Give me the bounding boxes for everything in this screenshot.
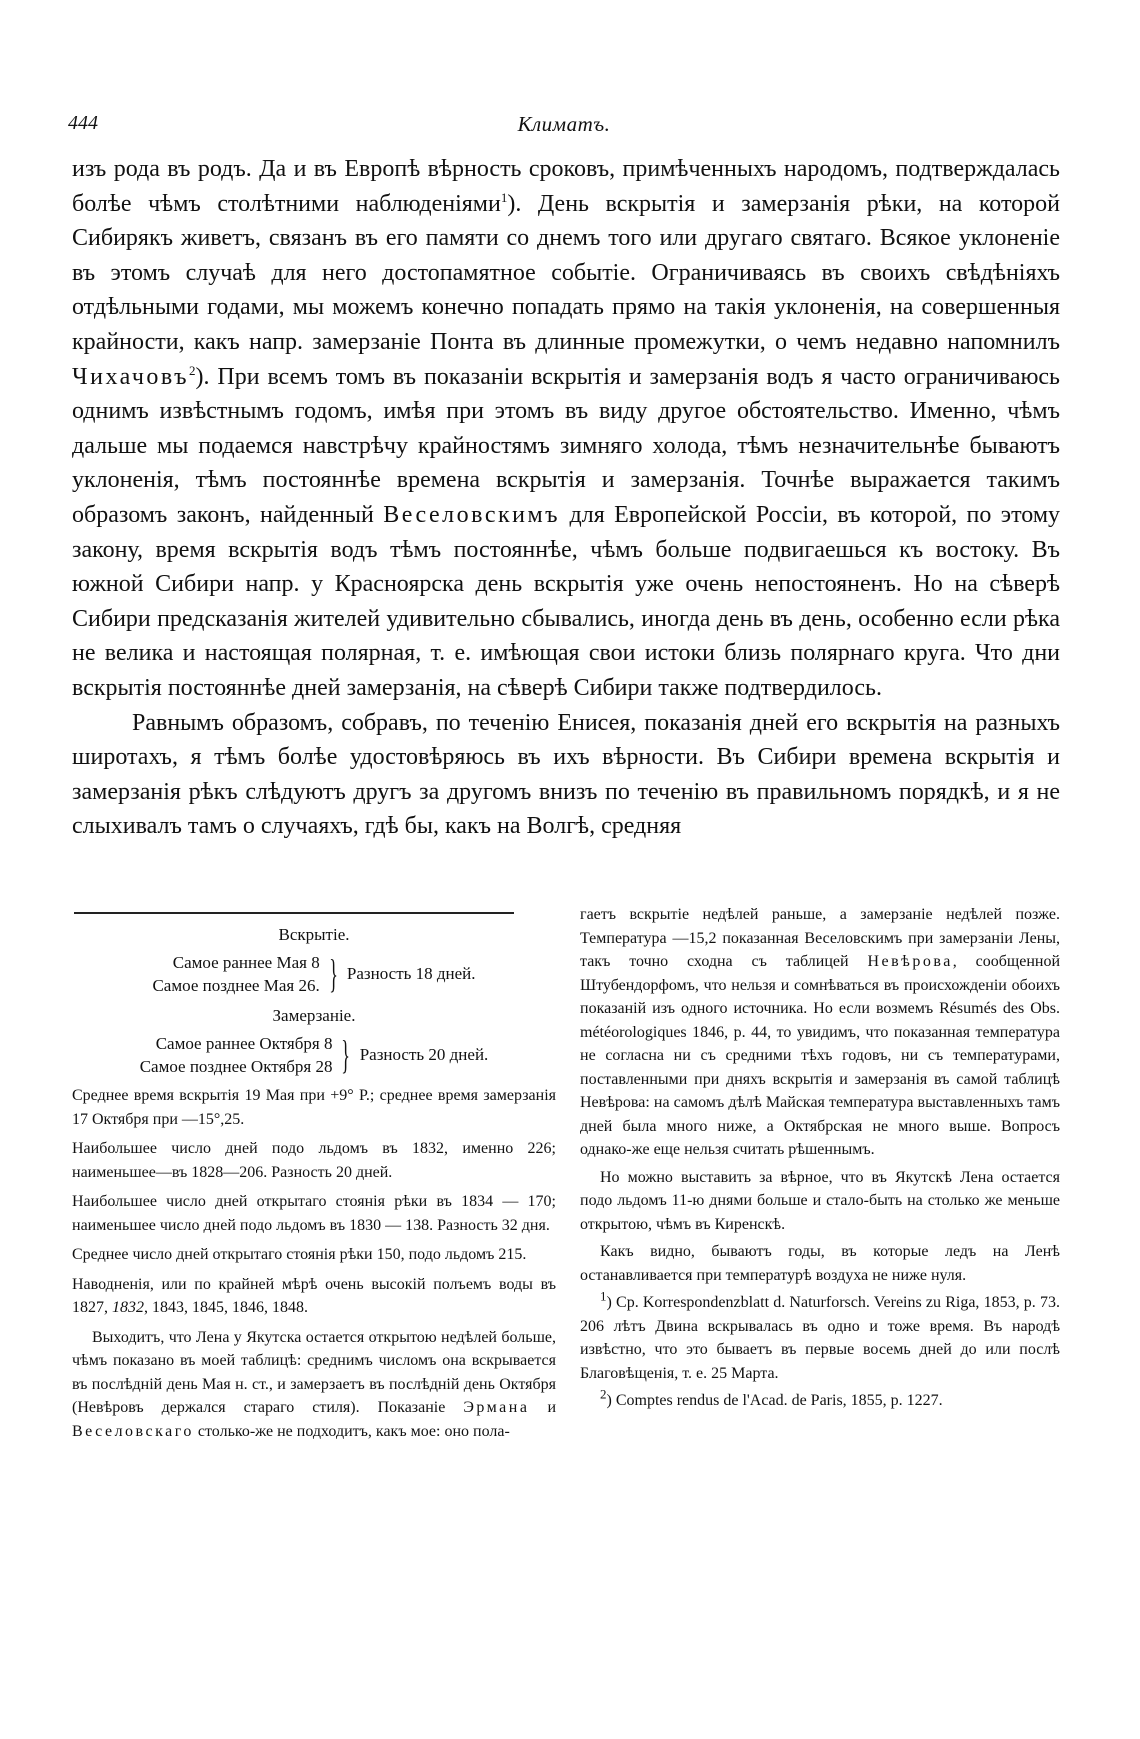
continuation-text-a: гаетъ вскрытіе недѣлей раньше, а замерзаніе недѣлей позже. Температура —15,2 показанная Веселовскимъ при замерзаніи Лены, такъ точно сходна съ таблицей bbox=[580, 906, 1060, 970]
floods-year-italic: 1832 bbox=[112, 1299, 144, 1316]
paragraph-1 bbox=[72, 152, 1060, 706]
p1-text-d: для Европейской Россіи, въ которой, по этому закону, время вскрытія водъ тѣмъ постояннѣе, чѣмъ больше подвигаешься къ востоку. Въ южной Сибири напр. у Красноярска день вскрытія уже очень непостояненъ. Но на сѣверѣ Сибири предсказанія жителей удивительно сбывались, иногда день въ день, особенно если рѣка не велика и настоящая полярная, т. е. имѣющая свои истоки близь полярнаго круга. Что дни вскрытія постояннѣе дней замерзанія, на сѣверѣ Сибири также подтвердилось. bbox=[72, 501, 1061, 701]
opening-difference: Разность 18 дней. bbox=[346, 964, 476, 983]
opening-latest: Самое позднее Мая 26. bbox=[152, 976, 320, 995]
note-yakutsk-ice: Но можно выставить за вѣрное, что въ Якутскѣ Лена остается подо льдомъ 11-ю днями больше и стало-быть на столько же меньше открытою, чѣмъ въ Киренскѣ. bbox=[580, 1168, 1060, 1233]
continuation-text-b: , сообщенной Штубендорфомъ, что нельзя и сомнѣваться въ происхожденіи обоихъ показаній изъ одного источника. Но если возмемъ Résumés des Obs. météorologiques 1846, р. 44, то увидимъ, что показанная температура не согласна ни съ средними тѣхъ годовъ, ни съ температурами, поставленными при дняхъ вскрытія и замерзанія въ самой таблицѣ Невѣрова: на самомъ дѣлѣ Майская температура выставленныхъ тамъ дней была много ниже, а Октябрская не много выше. Вопросъ однако-же еще нельзя считать рѣшеннымъ. bbox=[580, 953, 1061, 1158]
footnote-1-mark: 1 bbox=[600, 1288, 607, 1304]
notes-left-column bbox=[72, 922, 556, 1449]
page-number: 444 bbox=[68, 112, 98, 134]
note-max-open-days: Наибольшее число дней открытаго стоянія рѣки въ 1834 — 170; наименьшее число дней подо льдомъ въ 1830 — 138. Разность 32 дня. bbox=[72, 1193, 556, 1234]
note-continuation bbox=[580, 903, 1060, 1162]
footnote-ref-2: 2 bbox=[189, 362, 196, 378]
author-name-veselovsky: Веселовскимъ bbox=[383, 501, 561, 528]
lena-text-a: Выходитъ, что Лена у Якутска остается открытою недѣлей больше, чѣмъ показано въ моей таблицѣ: среднимъ числомъ она вскрывается въ послѣдній день Мая н. ст., и замерзаетъ въ послѣдній день Октября (Невѣровъ держался стараго стиля). Показаніе bbox=[72, 1328, 556, 1416]
opening-heading: Вскрытіе. bbox=[278, 925, 350, 944]
opening-dates-block bbox=[72, 951, 556, 997]
p1-text-a: изъ рода въ родъ. Да и въ Европѣ вѣрность сроковъ, примѣченныхъ народомъ, подтверждалась болѣе чѣмъ столѣтними наблюденіями bbox=[72, 156, 1060, 217]
footnote-1-text: ) Ср. Korrespondenzblatt d. Naturforsch. Vereins zu Riga, 1853, р. 73. 206 лѣтъ Двина вскрывалась въ одно и тоже время. Въ народѣ извѣстно, что это бываетъ въ первые восемь дней до или послѣ Благовѣщенія, т. е. 25 Марта. bbox=[580, 1294, 1060, 1382]
note-max-ice-days: Наибольшее число дней подо льдомъ въ 1832, именно 226; наименьшее—въ 1828—206. Разность 20 дней. bbox=[72, 1140, 556, 1181]
footnote-separator bbox=[74, 912, 514, 914]
main-text bbox=[72, 152, 1060, 844]
note-mean-times: Среднее время вскрытія 19 Мая при +9° Р.; среднее время замерзанія 17 Октября при —15°,25. bbox=[72, 1087, 556, 1128]
footnote-2 bbox=[580, 1386, 1060, 1413]
note-floods bbox=[72, 1273, 556, 1320]
opening-earliest: Самое раннее Мая 8 bbox=[172, 953, 320, 972]
footnote-ref-1: 1 bbox=[500, 189, 508, 205]
brace-symbol: } bbox=[341, 1032, 351, 1077]
footnote-2-text: ) Comptes rendus de l'Acad. de Paris, 1855, р. 1227. bbox=[606, 1392, 943, 1409]
notes-right-column bbox=[580, 903, 1060, 1417]
footnote-1 bbox=[580, 1288, 1060, 1385]
footnote-2-mark: 2 bbox=[600, 1386, 607, 1402]
p1-text-c: ). При всемъ томъ въ показаніи вскрытія и замерзанія водъ я часто ограничиваюсь однимъ извѣстнымъ годомъ, имѣя при этомъ въ виду другое обстоятельство. Именно, чѣмъ дальше мы подаемся навстрѣчу крайностямъ зимняго холода, тѣмъ незначительнѣе бываютъ уклоненія, тѣмъ постояннѣе времена вскрытія и замерзанія. Точнѣе выражается такимъ образомъ законъ, найденный bbox=[72, 363, 1060, 528]
author-name-veselovsky-gen: Веселовскаго bbox=[72, 1422, 194, 1440]
freeze-difference: Разность 20 дней. bbox=[359, 1045, 489, 1064]
running-title: Климатъ. bbox=[517, 112, 611, 136]
freeze-latest: Самое позднее Октября 28 bbox=[139, 1057, 333, 1076]
lena-and: и bbox=[547, 1399, 557, 1416]
brace-symbol: } bbox=[328, 951, 338, 996]
floods-text: Наводненія, или по крайней мѣрѣ очень высокій полъемъ воды въ 1827, bbox=[72, 1275, 556, 1316]
freeze-dates-block bbox=[72, 1032, 556, 1078]
note-mean-open-days: Среднее число дней открытаго стоянія рѣки 150, подо льдомъ 215. bbox=[72, 1246, 527, 1263]
opening-dates bbox=[152, 951, 319, 997]
author-name-chikhachov: Чихачовъ bbox=[72, 363, 190, 390]
paragraph-2: Равнымъ образомъ, собравъ, по теченію Енисея, показанія дней его вскрытія на разныхъ широтахъ, я тѣмъ болѣе удостовѣряюсь въ ихъ вѣрности. Въ Сибири времена вскрытія и замерзанія рѣкъ слѣдуютъ другъ за другомъ внизъ по теченію въ правильномъ порядкѣ, и я не слыхивалъ тамъ о случаяхъ, гдѣ бы, какъ на Волгѣ, средняя bbox=[72, 709, 1060, 840]
p1-text-b: ). День вскрытія и замерзанія рѣки, на которой Сибирякъ живетъ, связанъ въ его памяти со днемъ того или другаго святаго. Всякое уклоненіе въ этомъ случаѣ для него достопамятное событіе. Ограничиваясь въ своихъ свѣдѣніяхъ отдѣльными годами, мы можемъ конечно попадать прямо на такія уклоненія, на совершенныя крайности, какъ напр. замерзаніе Понта въ длинные промежутки, о чемъ недавно напомнилъ bbox=[72, 190, 1061, 355]
author-name-erman: Эрмана bbox=[463, 1399, 530, 1416]
freeze-heading: Замерзаніе. bbox=[272, 1006, 356, 1025]
page-header bbox=[68, 112, 1060, 142]
note-ice-temperature: Какъ видно, бываютъ годы, въ которые ледъ на Ленѣ останавливается при температурѣ воздуха не ниже нуля. bbox=[580, 1243, 1060, 1284]
floods-years: , 1843, 1845, 1846, 1848. bbox=[144, 1299, 308, 1316]
note-lena-yakutsk bbox=[72, 1326, 556, 1444]
author-name-neverov: Невѣрова bbox=[867, 953, 953, 970]
lena-text-b: столько-же не подходитъ, какъ мое: оно пола- bbox=[197, 1422, 510, 1440]
freeze-dates bbox=[140, 1032, 333, 1078]
freeze-earliest: Самое раннее Октября 8 bbox=[155, 1034, 333, 1053]
